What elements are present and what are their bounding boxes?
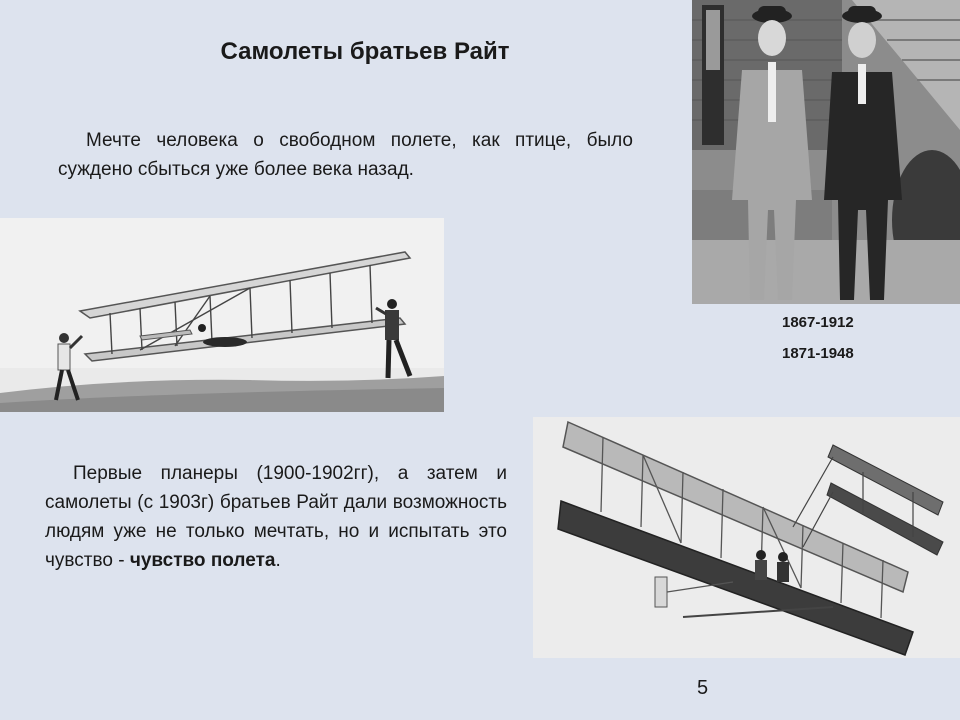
brothers-photo bbox=[692, 0, 960, 304]
glider-paragraph bbox=[45, 459, 507, 575]
brothers-photo-illustration bbox=[692, 0, 960, 304]
years-wilbur: 1871-1948 bbox=[782, 345, 854, 362]
intro-paragraph: Мечте человека о свободном полете, как птице, было суждено сбыться уже более века назад. bbox=[58, 130, 633, 180]
glider-paragraph-text: Первые планеры (1900-1902гг), а затем и самолеты (с 1903г) братьев Райт дали возможность людям уже не только мечтать, но и испытать это чувство - bbox=[45, 463, 507, 571]
slide-title: Самолеты братьев Райт bbox=[220, 38, 510, 65]
flyer-photo bbox=[533, 417, 960, 658]
glider-paragraph-end: . bbox=[275, 550, 281, 571]
page-number: 5 bbox=[697, 677, 709, 699]
years-orville: 1867-1912 bbox=[782, 314, 854, 331]
flight-feeling-emphasis: чувство полета bbox=[129, 550, 276, 571]
flyer-photo-illustration bbox=[533, 417, 960, 658]
glider-photo bbox=[0, 218, 444, 412]
glider-photo-illustration bbox=[0, 218, 444, 412]
